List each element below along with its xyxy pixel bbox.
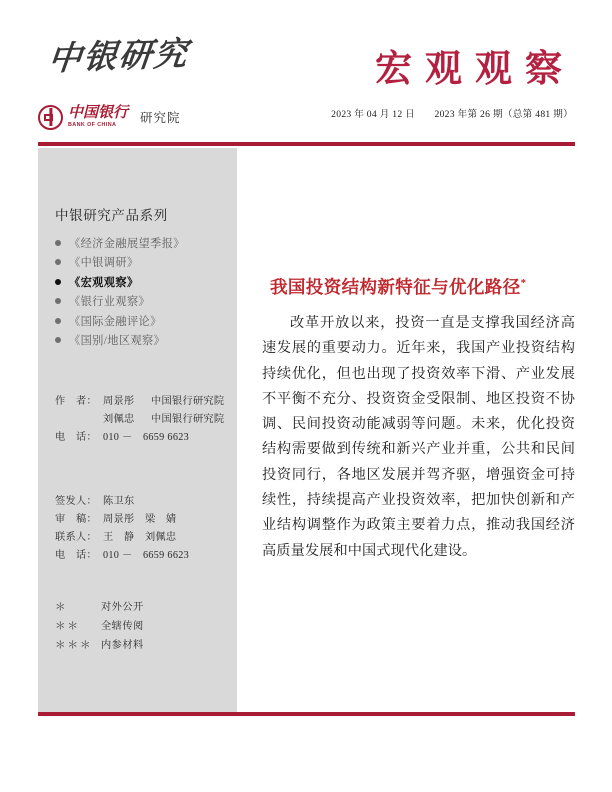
contact-row [55,528,231,546]
footnote-stars: ＊＊＊ [55,640,93,651]
sidebar-item-zhongyin-diaoyan[interactable] [55,253,229,273]
article-abstract: 改革开放以来，投资一直是支撑我国经济高速发展的重要动力。近年来，我国产业投资结构持续优化，但也出现了投资效率下滑、产业发展不平衡不充分、投资资金受限制、地区投资不协调、民间投资动能减弱等问题。未来，优化投资结构需要做到传统和新兴产业并重，公共和民间投资同行，各地区发展并驾齐驱，增强资金可持续性，持续提高产业投资效率，把加快创新和产业结构调整作为政策主要着力点，推动我国经济高质量发展和中国式现代化建设。 [262,315,575,559]
author-row [55,392,231,410]
signer-value: 陈卫东 [103,496,135,507]
sidebar-item-guobie-diqu-guancha[interactable] [55,331,229,351]
author-org: 中国银行研究院 [151,396,225,407]
series-heading: 中银研究产品系列 [55,208,168,223]
editor-phone-row [55,546,231,564]
bullet-icon [55,298,61,304]
bank-of-china-logo [38,102,181,132]
reviewer-row [55,510,231,528]
series-item-label: 《宏观观察》 [69,276,139,289]
sidebar-item-yinhangye-guancha[interactable] [55,292,229,312]
sidebar-item-guoji-jinrong-pinglun[interactable] [55,311,229,331]
author-org: 中国银行研究院 [151,414,225,425]
article-title-footnote-marker: * [520,277,527,290]
sidebar-item-jingji-jinrong[interactable] [55,233,229,253]
reviewer-value: 周景彤 梁 婧 [103,514,177,525]
series-item-label: 《经济金融展望季报》 [69,237,185,250]
footnote-stars: ＊ [55,602,68,613]
signer-row [55,492,231,510]
footnote-row [55,617,231,636]
author-phone-row [55,428,231,446]
boc-name-en: BANK OF CHINA [68,121,117,128]
issue-number: 2023 年第 26 期（总第 481 期） [434,109,573,120]
signer-label: 签发人： [55,496,97,507]
boc-institute-label: 研究院 [140,111,181,125]
footnote-text: 全辖传阅 [101,621,144,632]
phone-label: 电 话： [55,550,97,561]
footnote-legend [55,598,231,655]
series-item-label: 《银行业观察》 [69,296,151,309]
contact-label: 联系人： [55,532,97,543]
series-list [55,233,229,350]
bullet-icon [55,337,61,343]
contact-value: 王 静 刘佩忠 [103,532,177,543]
author-name: 周景彤 [103,396,135,407]
footer-divider-rule [38,712,575,716]
bullet-icon [55,259,61,265]
footnote-row [55,636,231,655]
main-content [262,148,575,712]
header-divider-rule [38,142,575,146]
bullet-icon [55,318,61,324]
boc-emblem-icon [38,105,63,130]
sidebar-item-hongguan-guancha[interactable] [55,272,229,292]
boc-logo-text [68,106,128,129]
sidebar-panel [38,148,237,712]
journal-title: 宏观观察 [375,49,575,90]
issue-date: 2023 年 04 月 12 日 [331,109,416,120]
article-title-text: 我国投资结构新特征与优化路径 [270,277,521,297]
series-item-label: 《国际金融评论》 [69,315,162,328]
brand-calligraphy-logo: 中银研究 [46,36,191,78]
footnote-row [55,598,231,617]
phone-label: 电 话： [55,432,97,443]
series-item-label: 《国别/地区观察》 [69,335,166,348]
series-item-label: 《中银调研》 [69,257,139,270]
reviewer-label: 审 稿： [55,514,97,525]
editorial-block [55,492,231,564]
masthead [38,30,575,140]
authors-block [55,392,231,446]
author-name: 刘佩忠 [103,414,135,425]
author-row [55,410,231,428]
phone-value: 010 － 6659 6623 [103,432,189,443]
boc-name-cn: 中国银行 [68,104,129,121]
bullet-icon [55,279,61,285]
bullet-icon [55,240,61,246]
series-section [55,204,229,350]
authors-label: 作 者： [55,396,97,407]
phone-value: 010 － 6659 6623 [103,550,189,561]
article-title [270,274,570,299]
footnote-text: 对外公开 [101,602,144,613]
footnote-stars: ＊＊ [55,621,80,632]
issue-line [331,106,573,120]
footnote-text: 内参材料 [101,640,144,651]
